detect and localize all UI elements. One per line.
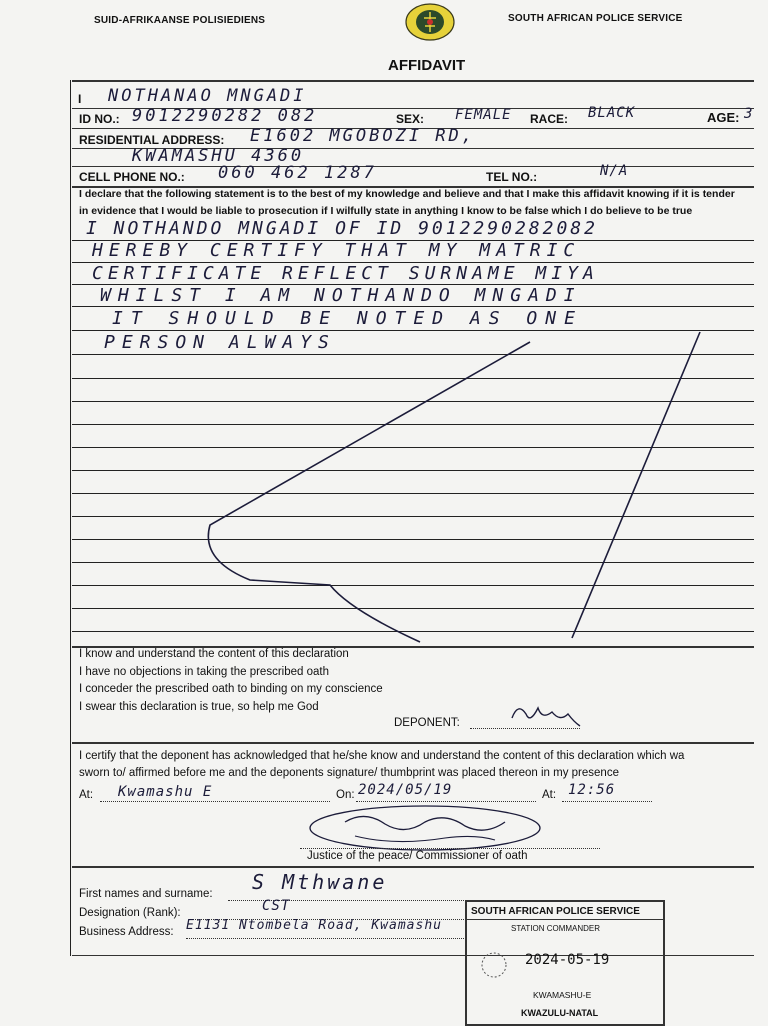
certify-line1: I certify that the deponent has acknowledged that he/she know and understand the content of this declaration which wa [79, 750, 685, 762]
at-value: Kwamashu E [118, 784, 213, 800]
header-afrikaans: SUID-AFRIKAANSE POLISIEDIENS [94, 15, 266, 26]
cell-value: 060 462 1287 [218, 163, 377, 183]
age-label: AGE: [707, 110, 740, 125]
certify-line2: sworn to/ affirmed before me and the deponents signature/ thumbprint was placed thereon in my presence [79, 767, 619, 779]
address-line1: E1602 MGOBOZI RD, [250, 126, 475, 146]
rule [72, 742, 754, 744]
oath-line4: I swear this declaration is true, so help me God [79, 701, 319, 713]
time-value: 12:56 [568, 782, 616, 798]
rule [72, 166, 754, 167]
justice-signature-line [300, 848, 600, 849]
statement-line: WHILST I AM NOTHANDO MNGADI [100, 285, 582, 306]
names-value: S Mthwane [252, 870, 388, 894]
name-value: NOTHANAO MNGADI [108, 86, 307, 106]
stamp-province: KWAZULU-NATAL [521, 1008, 599, 1018]
oath-line2: I have no objections in taking the prescribed oath [79, 666, 329, 678]
race-value: BLACK [588, 105, 636, 121]
id-label: ID NO.: [79, 112, 120, 126]
declaration-line2: in evidence that I would be liable to prosecution if I wilfully state in anything I know to be false which I do believe to be true [79, 205, 693, 217]
rule [72, 80, 754, 82]
business-value: E1131 Ntombela Road, Kwamashu [186, 918, 442, 933]
business-label: Business Address: [79, 926, 174, 938]
deponent-label: DEPONENT: [394, 717, 460, 729]
race-label: RACE: [530, 112, 568, 126]
stamp-org: SOUTH AFRICAN POLICE SERVICE [471, 906, 640, 917]
justice-label: Justice of the peace/ Commissioner of oath [307, 850, 528, 862]
address-line2: KWAMASHU 4360 [132, 146, 305, 166]
oath-line3: I conceder the prescribed oath to binding on my conscience [79, 683, 383, 695]
statement-line: IT SHOULD BE NOTED AS ONE [112, 308, 583, 329]
age-value: 3 [744, 106, 754, 122]
cell-label: CELL PHONE NO.: [79, 170, 185, 184]
saps-emblem-icon [404, 2, 456, 42]
tel-value: N/A [600, 163, 629, 179]
designation-label: Designation (Rank): [79, 907, 181, 919]
sex-label: SEX: [396, 112, 425, 126]
on-value: 2024/05/19 [358, 782, 453, 798]
address-label: RESIDENTIAL ADDRESS: [79, 133, 225, 147]
time-line [562, 801, 652, 802]
sex-value: FEMALE [455, 107, 512, 123]
rule [72, 866, 754, 868]
business-line [186, 938, 464, 939]
stamp-role: STATION COMMANDER [511, 924, 601, 933]
statement-line: HEREBY CERTIFY THAT MY MATRIC [92, 240, 581, 261]
stamp-station: KWAMASHU-E [533, 990, 592, 1000]
void-strike-lines [200, 330, 710, 650]
header-english: SOUTH AFRICAN POLICE SERVICE [508, 13, 683, 24]
names-label: First names and surname: [79, 888, 213, 900]
i-label: I [78, 92, 82, 106]
stamp-divider [467, 919, 663, 920]
at-label: At: [79, 789, 94, 801]
statement-line: I NOTHANDO MNGADI OF ID 9012290282082 [86, 218, 598, 239]
deponent-signature [508, 700, 582, 730]
designation-value: CST [262, 898, 291, 914]
oath-line1: I know and understand the content of this declaration [79, 648, 349, 660]
id-value: 9012290282 082 [132, 106, 318, 126]
statement-line: CERTIFICATE REFLECT SURNAME MIYA [92, 263, 599, 284]
statement-line: PERSON ALWAYS [104, 332, 336, 353]
declaration-line1: I declare that the following statement is to the best of my knowledge and believe and that I make this affidavit knowing if it is tender [79, 188, 735, 200]
at2-label: At: [542, 789, 557, 801]
page-title: AFFIDAVIT [388, 57, 466, 74]
stamp-emblem-icon [479, 950, 509, 980]
tel-label: TEL NO.: [486, 170, 538, 184]
ruled-line [72, 306, 754, 307]
at-line [100, 801, 330, 802]
stamp-date: 2024-05-19 [525, 952, 610, 968]
station-stamp [465, 900, 665, 1026]
on-label: On: [336, 789, 355, 801]
